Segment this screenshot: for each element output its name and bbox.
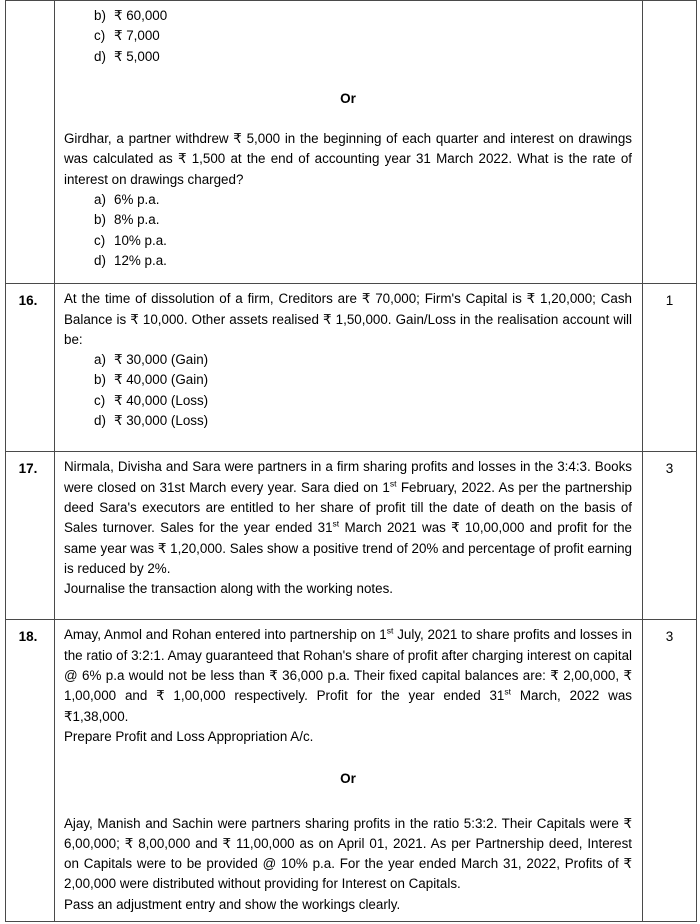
marks-cell <box>643 452 697 620</box>
question-text <box>64 625 632 726</box>
list-item <box>94 370 632 390</box>
question-text <box>64 457 632 579</box>
alternate-question-text: Girdhar, a partner withdrew ₹ 5,000 in the beginning of each quarter and interest on drawings was calculated as ₹ 1,500 at the end of accounting year 31 March 2022. What is the rate of interest on drawings charged? <box>64 131 632 187</box>
marks-cell <box>643 1 697 284</box>
option-marker: a) <box>94 192 106 208</box>
question-number-cell <box>6 1 55 284</box>
list-item <box>94 350 632 370</box>
question-text-part3: March, 2022 was ₹1,38,000. <box>64 688 632 724</box>
marks-value: 3 <box>665 629 674 645</box>
option-marker: b) <box>94 372 106 388</box>
list-item <box>94 411 632 431</box>
list-item <box>94 6 632 26</box>
question-instruction: Prepare Profit and Loss Appropriation A/c. <box>64 728 314 744</box>
question-text-part2: July, 2021 to share profits and losses in the ratio of 3:2:1. Amay guaranteed that Rohan's share of profit after charging interest on capital @ 6% p.a would not be less than ₹ 36,000 p.a. Their fixed capital balances are: ₹ 2,00,000, ₹ 1,00,000 and ₹ 1,00,000 respectively. Profit for the year ended 31 <box>64 627 632 704</box>
option-text: 12% p.a. <box>114 252 167 268</box>
option-text: ₹ 5,000 <box>114 48 160 64</box>
option-list <box>64 350 632 431</box>
question-number-cell <box>6 452 55 620</box>
option-marker: c) <box>94 232 106 248</box>
option-list <box>64 6 632 67</box>
option-marker: c) <box>94 28 106 44</box>
option-text: 6% p.a. <box>114 192 160 208</box>
alternate-option-list <box>64 190 632 271</box>
or-separator: Or <box>340 90 356 106</box>
question-text: At the time of dissolution of a firm, Creditors are ₹ 70,000; Firm's Capital is ₹ 1,20,000; Cash Balance is ₹ 10,000. Other assets realised ₹ 1,50,000. Gain/Loss in the realisation account will be: <box>64 291 632 347</box>
marks-value <box>643 1 696 8</box>
option-text: ₹ 40,000 (Loss) <box>114 392 209 408</box>
option-text: ₹ 7,000 <box>114 28 160 44</box>
option-marker: d) <box>94 413 106 429</box>
table-row <box>6 452 697 620</box>
question-text-part1: Nirmala, Divisha and Sara were partners in a firm sharing profits and losses in the 3:4:3. Books were closed on 31st March every year. Sara died on 1 <box>64 459 632 495</box>
option-marker: c) <box>94 392 106 408</box>
option-text: ₹ 30,000 (Loss) <box>114 413 209 429</box>
list-item <box>94 47 632 67</box>
option-marker: b) <box>94 8 106 23</box>
option-text: 10% p.a. <box>114 232 167 248</box>
option-marker: b) <box>94 212 106 228</box>
alternate-question-text: Ajay, Manish and Sachin were partners sharing profits in the ratio 5:3:2. Their Capitals were ₹ 6,00,000; ₹ 8,00,000 and ₹ 11,00,000 as on April 01, 2021. As per Partnership deed, Interest on Capitals were to be provided @ 10% p.a. For the year ended March 31, 2022, Profits of ₹ 2,00,000 were distributed without providing for Interest on Capitals. <box>64 815 632 892</box>
table-row <box>6 620 697 922</box>
option-text: 8% p.a. <box>114 212 160 228</box>
option-text: ₹ 30,000 (Gain) <box>114 352 209 368</box>
option-text: ₹ 60,000 <box>114 8 168 23</box>
list-item <box>94 26 632 46</box>
marks-value: 1 <box>665 293 674 309</box>
marks-cell <box>643 284 697 452</box>
question-text-part3: March 2021 was ₹ 10,00,000 and profit for the same year was ₹ 1,20,000. Sales show a positive trend of 20% and percentage of profit earning is reduced by 2%. <box>64 520 632 576</box>
list-item <box>94 231 632 251</box>
option-marker: d) <box>94 48 106 64</box>
alternate-question-instruction: Pass an adjustment entry and show the workings clearly. <box>64 896 401 912</box>
question-number: 16. <box>18 293 38 309</box>
question-body-cell <box>55 620 643 922</box>
question-text-part1: Amay, Anmol and Rohan entered into partnership on 1 <box>64 627 387 643</box>
list-item <box>94 190 632 210</box>
list-item <box>94 210 632 230</box>
table-row <box>6 1 697 284</box>
marks-value: 3 <box>665 461 674 477</box>
ordinal-suffix: st <box>332 518 340 529</box>
question-number: 18. <box>18 629 38 645</box>
marks-cell <box>643 620 697 922</box>
list-item <box>94 251 632 271</box>
exam-question-table <box>5 0 697 922</box>
question-number: 17. <box>18 461 38 477</box>
question-body-cell <box>55 284 643 452</box>
question-instruction: Journalise the transaction along with the working notes. <box>64 581 394 597</box>
question-number <box>6 1 54 8</box>
ordinal-suffix: st <box>386 625 394 636</box>
question-text-part2: February, 2022. As per the partnership deed Sara's executors are entitled to her share of profit till the date of death on the basis of Sales turnover. Sales for the year ended 31 <box>64 479 632 536</box>
question-number-cell <box>6 284 55 452</box>
option-marker: d) <box>94 252 106 268</box>
question-body-cell <box>55 452 643 620</box>
question-body-cell <box>55 1 643 284</box>
ordinal-suffix: st <box>389 478 397 489</box>
option-marker: a) <box>94 352 106 368</box>
option-text: ₹ 40,000 (Gain) <box>114 372 209 388</box>
ordinal-suffix: st <box>504 686 512 697</box>
table-row <box>6 284 697 452</box>
question-number-cell <box>6 620 55 922</box>
or-separator: Or <box>340 771 356 787</box>
list-item <box>94 391 632 411</box>
